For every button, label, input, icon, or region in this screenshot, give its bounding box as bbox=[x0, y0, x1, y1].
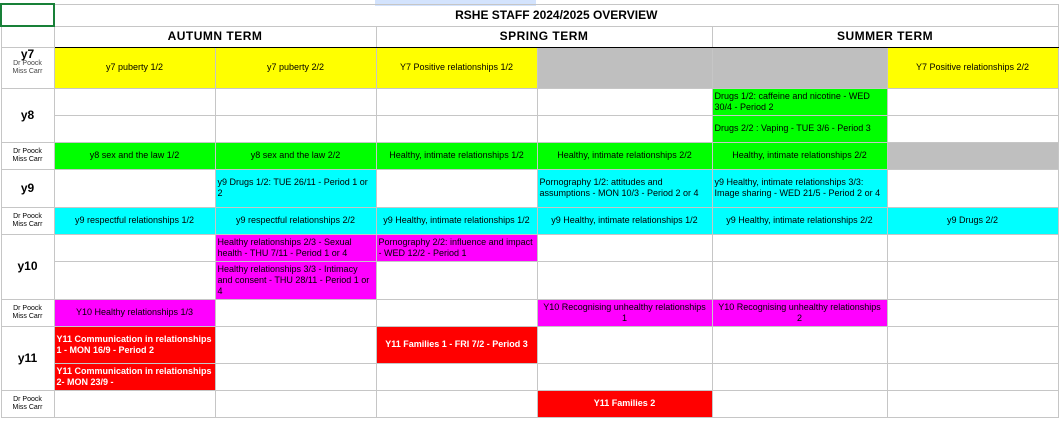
cell-y10-hr-1[interactable]: Y10 Healthy relationships 1/3 bbox=[54, 299, 215, 326]
year-label-y11[interactable]: y11 bbox=[1, 326, 54, 390]
cell-y10-unhealthy-2[interactable]: Y10 Recognising unhealthy relationships 2 bbox=[712, 299, 887, 326]
cell-y8-drugs-1[interactable]: Drugs 1/2: caffeine and nicotine - WED 30/4 - Period 2 bbox=[712, 88, 887, 115]
cell-grey[interactable] bbox=[712, 47, 887, 88]
empty-cell[interactable] bbox=[712, 261, 887, 299]
staff-y11-1: Dr Poock bbox=[13, 395, 42, 403]
empty-cell[interactable] bbox=[215, 115, 376, 142]
empty-cell[interactable] bbox=[376, 88, 537, 115]
cell-y9-drugs-2[interactable]: y9 Drugs 2/2 bbox=[887, 207, 1058, 234]
empty-cell[interactable] bbox=[376, 390, 537, 417]
staff-y9-1: Dr Poock bbox=[13, 212, 42, 220]
empty-cell[interactable] bbox=[215, 363, 376, 390]
year-label-y8[interactable]: y8 bbox=[1, 88, 54, 142]
empty-cell[interactable] bbox=[215, 326, 376, 363]
cell-y8-hir-2b[interactable]: Healthy, intimate relationships 2/2 bbox=[712, 142, 887, 169]
staff-y9[interactable] bbox=[1, 207, 54, 234]
overview-grid bbox=[0, 3, 1059, 418]
cell-y11-communication-1[interactable]: Y11 Communication in relationships 1 - MON 16/9 - Period 2 bbox=[54, 326, 215, 363]
cell-y8-sex-law-2[interactable]: y8 sex and the law 2/2 bbox=[215, 142, 376, 169]
cell-grey[interactable] bbox=[537, 47, 712, 88]
empty-cell[interactable] bbox=[376, 299, 537, 326]
sheet-title[interactable]: RSHE STAFF 2024/2025 OVERVIEW bbox=[54, 4, 1058, 26]
cell-y11-families-1[interactable]: Y11 Families 1 - FRI 7/2 - Period 3 bbox=[376, 326, 537, 363]
empty-cell[interactable] bbox=[537, 88, 712, 115]
empty-cell[interactable] bbox=[376, 363, 537, 390]
empty-cell[interactable] bbox=[537, 115, 712, 142]
cell-y7-positive-2[interactable]: Y7 Positive relationships 2/2 bbox=[887, 47, 1058, 88]
cell-grey[interactable] bbox=[887, 142, 1058, 169]
cell-y10-pornography-2[interactable]: Pornography 2/2: influence and impact - WED 12/2 - Period 1 bbox=[376, 234, 537, 261]
empty-cell[interactable] bbox=[376, 115, 537, 142]
cell-y9-hir-2[interactable]: y9 Healthy, intimate relationships 2/2 bbox=[712, 207, 887, 234]
selected-cell[interactable] bbox=[1, 4, 54, 26]
empty-cell[interactable] bbox=[376, 261, 537, 299]
empty-cell[interactable] bbox=[54, 115, 215, 142]
empty-cell[interactable] bbox=[54, 390, 215, 417]
cell-y9-respectful-2[interactable]: y9 respectful relationships 2/2 bbox=[215, 207, 376, 234]
empty-cell[interactable] bbox=[887, 390, 1058, 417]
empty-cell[interactable] bbox=[887, 169, 1058, 207]
empty-cell[interactable] bbox=[712, 326, 887, 363]
empty-cell[interactable] bbox=[887, 234, 1058, 261]
staff-y7-2: Miss Carr bbox=[12, 67, 43, 75]
cell-y9-hir-1b[interactable]: y9 Healthy, intimate relationships 1/2 bbox=[537, 207, 712, 234]
empty-cell[interactable] bbox=[712, 234, 887, 261]
empty-cell[interactable] bbox=[887, 299, 1058, 326]
empty-cell[interactable] bbox=[54, 234, 215, 261]
cell-y10-hr-2[interactable]: Healthy relationships 2/3 - Sexual health - THU 7/11 - Period 1 or 4 bbox=[215, 234, 376, 261]
empty-cell[interactable] bbox=[887, 363, 1058, 390]
staff-y10-1: Dr Poock bbox=[13, 304, 42, 312]
empty-cell[interactable] bbox=[376, 169, 537, 207]
empty-cell[interactable] bbox=[887, 261, 1058, 299]
empty-cell[interactable] bbox=[54, 169, 215, 207]
term-autumn[interactable]: AUTUMN TERM bbox=[54, 26, 376, 47]
term-spring[interactable]: SPRING TERM bbox=[376, 26, 712, 47]
empty-cell[interactable] bbox=[887, 115, 1058, 142]
staff-y8-1: Dr Poock bbox=[13, 147, 42, 155]
staff-y11[interactable] bbox=[1, 390, 54, 417]
empty-cell[interactable] bbox=[537, 326, 712, 363]
empty-cell[interactable] bbox=[887, 88, 1058, 115]
cell-y8-drugs-2[interactable]: Drugs 2/2 : Vaping - TUE 3/6 - Period 3 bbox=[712, 115, 887, 142]
empty-cell[interactable] bbox=[887, 326, 1058, 363]
empty-cell[interactable] bbox=[712, 363, 887, 390]
cell-y10-unhealthy-1[interactable]: Y10 Recognising unhealthy relationships 1 bbox=[537, 299, 712, 326]
year-label-y10[interactable]: y10 bbox=[1, 234, 54, 299]
term-summer[interactable]: SUMMER TERM bbox=[712, 26, 1058, 47]
cell-y9-hir-1a[interactable]: y9 Healthy, intimate relationships 1/2 bbox=[376, 207, 537, 234]
cell-y7-puberty-1[interactable]: y7 puberty 1/2 bbox=[54, 47, 215, 88]
empty-cell[interactable] bbox=[215, 390, 376, 417]
empty-cell[interactable] bbox=[54, 261, 215, 299]
empty-cell[interactable] bbox=[215, 88, 376, 115]
empty-cell[interactable] bbox=[537, 363, 712, 390]
cell-y9-respectful-1[interactable]: y9 respectful relationships 1/2 bbox=[54, 207, 215, 234]
empty-cell[interactable] bbox=[1, 26, 54, 47]
cell-y9-drugs-1[interactable]: y9 Drugs 1/2: TUE 26/11 - Period 1 or 2 bbox=[215, 169, 376, 207]
empty-cell[interactable] bbox=[215, 299, 376, 326]
cell-y11-families-2[interactable]: Y11 Families 2 bbox=[537, 390, 712, 417]
staff-y11-2: Miss Carr bbox=[12, 403, 43, 411]
empty-cell[interactable] bbox=[712, 390, 887, 417]
cell-y8-sex-law-1[interactable]: y8 sex and the law 1/2 bbox=[54, 142, 215, 169]
staff-y7-1: Dr Poock bbox=[13, 59, 42, 67]
cell-y7-positive-1[interactable]: Y7 Positive relationships 1/2 bbox=[376, 47, 537, 88]
cell-y9-hir-3[interactable]: y9 Healthy, intimate relationships 3/3: Image sharing - WED 21/5 - Period 2 or 4 bbox=[712, 169, 887, 207]
empty-cell[interactable] bbox=[537, 261, 712, 299]
cell-y9-pornography-1[interactable]: Pornography 1/2: attitudes and assumptions - MON 10/3 - Period 2 or 4 bbox=[537, 169, 712, 207]
year-label-y7[interactable] bbox=[1, 47, 54, 88]
cell-y8-hir-2[interactable]: Healthy, intimate relationships 2/2 bbox=[537, 142, 712, 169]
cell-y7-puberty-2[interactable]: y7 puberty 2/2 bbox=[215, 47, 376, 88]
cell-y10-hr-3[interactable]: Healthy relationships 3/3 - Intimacy and consent - THU 28/11 - Period 1 or 4 bbox=[215, 261, 376, 299]
staff-y10-2: Miss Carr bbox=[12, 312, 43, 320]
year-y7-text: y7 bbox=[20, 47, 35, 61]
staff-y10[interactable] bbox=[1, 299, 54, 326]
empty-cell[interactable] bbox=[54, 88, 215, 115]
cell-y8-hir-1[interactable]: Healthy, intimate relationships 1/2 bbox=[376, 142, 537, 169]
staff-y8-2: Miss Carr bbox=[12, 155, 43, 163]
cell-y11-communication-2[interactable]: Y11 Communication in relationships 2- MON 23/9 - bbox=[54, 363, 215, 390]
empty-cell[interactable] bbox=[537, 234, 712, 261]
year-label-y9[interactable]: y9 bbox=[1, 169, 54, 207]
staff-y9-2: Miss Carr bbox=[12, 220, 43, 228]
staff-y8[interactable] bbox=[1, 142, 54, 169]
